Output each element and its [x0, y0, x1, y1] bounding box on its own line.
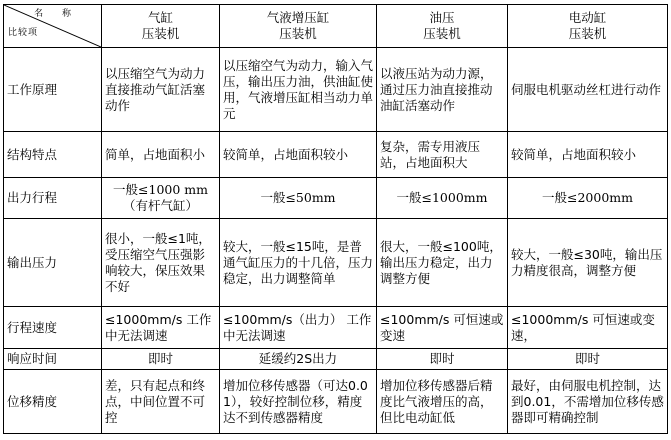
row-label: 工作原理	[4, 48, 102, 132]
column-header-gas-liquid	[220, 5, 377, 48]
table-cell: 一般≤2000mm	[508, 178, 668, 219]
corner-label-compare: 比较项	[8, 28, 39, 38]
table-cell: 很大，一般≤100吨，输出压力稳定，出力调整方便	[377, 219, 508, 307]
table-row-working-principle	[4, 48, 668, 132]
table-cell: 以液压站为动力源，通过压力油直接推动油缸活塞动作	[377, 48, 508, 132]
table-cell: ≤100mm/s 可恒速或变速	[377, 307, 508, 349]
column-header-line1: 电动缸	[568, 10, 607, 25]
table-cell: 即时	[102, 349, 220, 370]
table-cell: 延缓约2S出力	[220, 349, 377, 370]
table-cell: 较简单，占地面积较小	[220, 132, 377, 178]
table-cell: 较大，一般≤30吨，输出压力精度很高，调整方便	[508, 219, 668, 307]
table-row-structure	[4, 132, 668, 178]
table-row-stroke	[4, 178, 668, 219]
column-header-line2: 压装机	[568, 26, 607, 41]
table-cell: 增加位移传感器后精度比气液增压的高，但比电动缸低	[377, 370, 508, 434]
column-header-line1: 气液增压缸	[266, 10, 330, 25]
table-cell: 一般≤1000mm	[377, 178, 508, 219]
row-label: 出力行程	[4, 178, 102, 219]
table-cell: ≤1000mm/s 可恒速或变速，	[508, 307, 668, 349]
table-cell: 简单，占地面积小	[102, 132, 220, 178]
table-cell: ≤1000mm/s 工作中无法调速	[102, 307, 220, 349]
table-cell: 以压缩空气为动力，输入气压，输出压力油，供油缸使用，气液增压缸相当动力单元	[220, 48, 377, 132]
table-row-response	[4, 349, 668, 370]
table-cell: ≤100mm/s（出力） 工作中无法调速	[220, 307, 377, 349]
table-cell: 复杂，需专用液压站，占地面积大	[377, 132, 508, 178]
table-cell: 一般≤1000 mm（有杆气缸）	[102, 178, 220, 219]
table-cell: 很小，一般≤1吨，受压缩空气压强影响较大，保压效果不好	[102, 219, 220, 307]
table-row-output-pressure	[4, 219, 668, 307]
column-header-electric	[508, 5, 668, 48]
table-cell: 最好，由伺服电机控制，达到0.01，不需增加位移传感器即可精确控制	[508, 370, 668, 434]
row-label: 输出压力	[4, 219, 102, 307]
corner-header-cell	[4, 5, 102, 48]
row-label: 结构特点	[4, 132, 102, 178]
column-header-line2: 压装机	[423, 26, 461, 41]
column-header-hydraulic	[377, 5, 508, 48]
table-cell: 较大，一般≤15吨，是普通气缸压力的十几倍，压力稳定，出力调整简单	[220, 219, 377, 307]
table-cell: 一般≤50mm	[220, 178, 377, 219]
table-row-accuracy	[4, 370, 668, 434]
table-cell: 较简单，占地面积较小	[508, 132, 668, 178]
column-header-line2: 压装机	[279, 26, 317, 41]
table-cell: 即时	[377, 349, 508, 370]
column-header-line1: 气缸	[147, 10, 173, 25]
header-row	[4, 5, 668, 48]
row-label: 行程速度	[4, 307, 102, 349]
table-cell: 伺服电机驱动丝杠进行动作	[508, 48, 668, 132]
table-cell: 以压缩空气为动力直接推动气缸活塞动作	[102, 48, 220, 132]
table-row-speed	[4, 307, 668, 349]
row-label: 位移精度	[4, 370, 102, 434]
column-header-line1: 油压	[429, 10, 455, 25]
column-header-line2: 压装机	[141, 26, 180, 41]
table-cell: 即时	[508, 349, 668, 370]
comparison-table	[3, 4, 668, 434]
corner-label-name: 名 称	[34, 9, 79, 19]
row-label: 响应时间	[4, 349, 102, 370]
column-header-cylinder	[102, 5, 220, 48]
table-cell: 增加位移传感器（可达0.01），较好控制位移，精度达不到传感器精度	[220, 370, 377, 434]
table-cell: 差，只有起点和终点，中间位置不可控	[102, 370, 220, 434]
